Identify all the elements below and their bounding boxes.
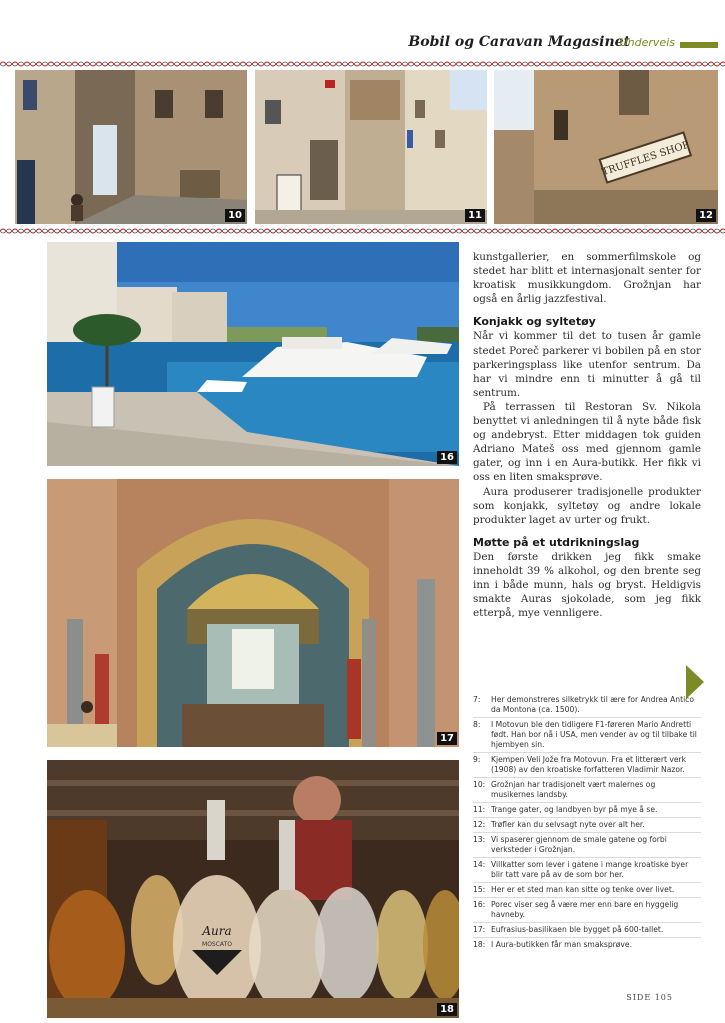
paragraph-2: På terrassen til Restoran Sv. Nikola benyttet vi anledningen til å nyte både fisk og andebryst. Etter middagen tok guiden Adriano Mateš oss med gjennom gamle gater, og inn i en Aura-butikk. Her fikk vi oss en liten smaksprøve. xyxy=(473,400,701,484)
photo-number: 12 xyxy=(696,209,716,222)
photo-17-basilica xyxy=(47,479,459,747)
photo-12-truffles-shop xyxy=(494,70,718,224)
caption-item: 8: I Motovun ble den tidligere F1-føreren Mario Andretti født. Han bor nå i USA, men vender av og til tilbake til hjembyen sin. xyxy=(473,718,701,753)
photo-16-harbor xyxy=(47,242,459,466)
paragraph-1: Når vi kommer til det to tusen år gamle stedet Poreč parkerer vi bobilen på en stor parkeringsplass like utenfor sentrum. Da har vi mindre enn ti minutter å gå til sentrum. xyxy=(473,330,701,399)
caption-item: 9: Kjempen Veli Jože fra Motovun. Fra et litterært verk (1908) av den kroatiske forfatteren Vladimir Nazor. xyxy=(473,753,701,778)
decorative-border-top xyxy=(0,60,725,68)
page-header xyxy=(0,30,725,56)
caption-item: 15: Her er et sted man kan sitte og tenke over livet. xyxy=(473,883,701,898)
magazine-title: Bobil og Caravan Magasinet xyxy=(408,34,630,50)
photo-number: 18 xyxy=(437,1003,457,1016)
photo-11-street xyxy=(255,70,487,224)
subheading-utdrikningslag: Møtte på et utdrikningslag xyxy=(473,535,640,549)
paragraph-4: Den første drikken jeg fikk smake inneholdt 39 % alkohol, og den brente seg inn i både munn, hals og bryst. Heldigvis smakte Auras sjokolade, som jeg fikk etterpå, mye vennligere. xyxy=(473,550,701,620)
caption-item: 17: Eufrasius-basilikaen ble bygget på 600-tallet. xyxy=(473,923,701,938)
subheading-konjakk: Konjakk og syltetøy xyxy=(473,315,596,329)
photo-number: 10 xyxy=(225,209,245,222)
photo-number: 17 xyxy=(437,732,457,745)
caption-item: 12: Trøfler kan du selvsagt nyte over alt her. xyxy=(473,818,701,833)
caption-item: 10: Grožnjan har tradisjonelt vært malernes og musikernes landsby. xyxy=(473,778,701,803)
photo-18-aura-bottles xyxy=(47,760,459,1018)
caption-item: 13: Vi spaserer gjennom de smale gatene og forbi verksteder i Grožnjan. xyxy=(473,833,701,858)
caption-item: 14: Villkatter som lever i gatene i mange kroatiske byer blir tatt vare på av de som bor her. xyxy=(473,858,701,883)
section-label: Underveis xyxy=(619,36,675,49)
photo-10-street xyxy=(15,70,247,224)
bottle-sub-label: MOSCATO xyxy=(202,941,232,948)
paragraph-intro: kunstgallerier, en sommerfilmskole og stedet har blitt et internasjonalt senter for kroatisk musikkungdom. Grožnjan har også en årlig jazzfestival. xyxy=(473,251,701,306)
caption-item: 16: Porec viser seg å være mer enn bare en hyggelig havneby. xyxy=(473,898,701,923)
photo-number: 11 xyxy=(465,209,485,222)
caption-item: 11: Trange gater, og landbyen byr på mye å se. xyxy=(473,803,701,818)
article-body xyxy=(473,250,701,620)
caption-item: 7: Her demonstreres silketrykk til ære for Andrea Antico da Montona (ca. 1500). xyxy=(473,693,701,718)
bottle-label-text: Aura xyxy=(202,924,232,938)
decorative-border-middle xyxy=(0,227,725,235)
caption-item: 18: I Aura-butikken får man smaksprøve. xyxy=(473,940,632,949)
shop-sign-text: TRUFFLES SHOP xyxy=(600,139,691,179)
photo-number: 16 xyxy=(437,451,457,464)
page-number: SIDE 105 xyxy=(626,993,673,1002)
paragraph-3: Aura produserer tradisjonelle produkter som konjakk, syltetøy og andre lokale produkter laget av urter og frukt. xyxy=(473,485,701,526)
photo-captions xyxy=(473,693,701,952)
accent-bar xyxy=(680,42,718,48)
